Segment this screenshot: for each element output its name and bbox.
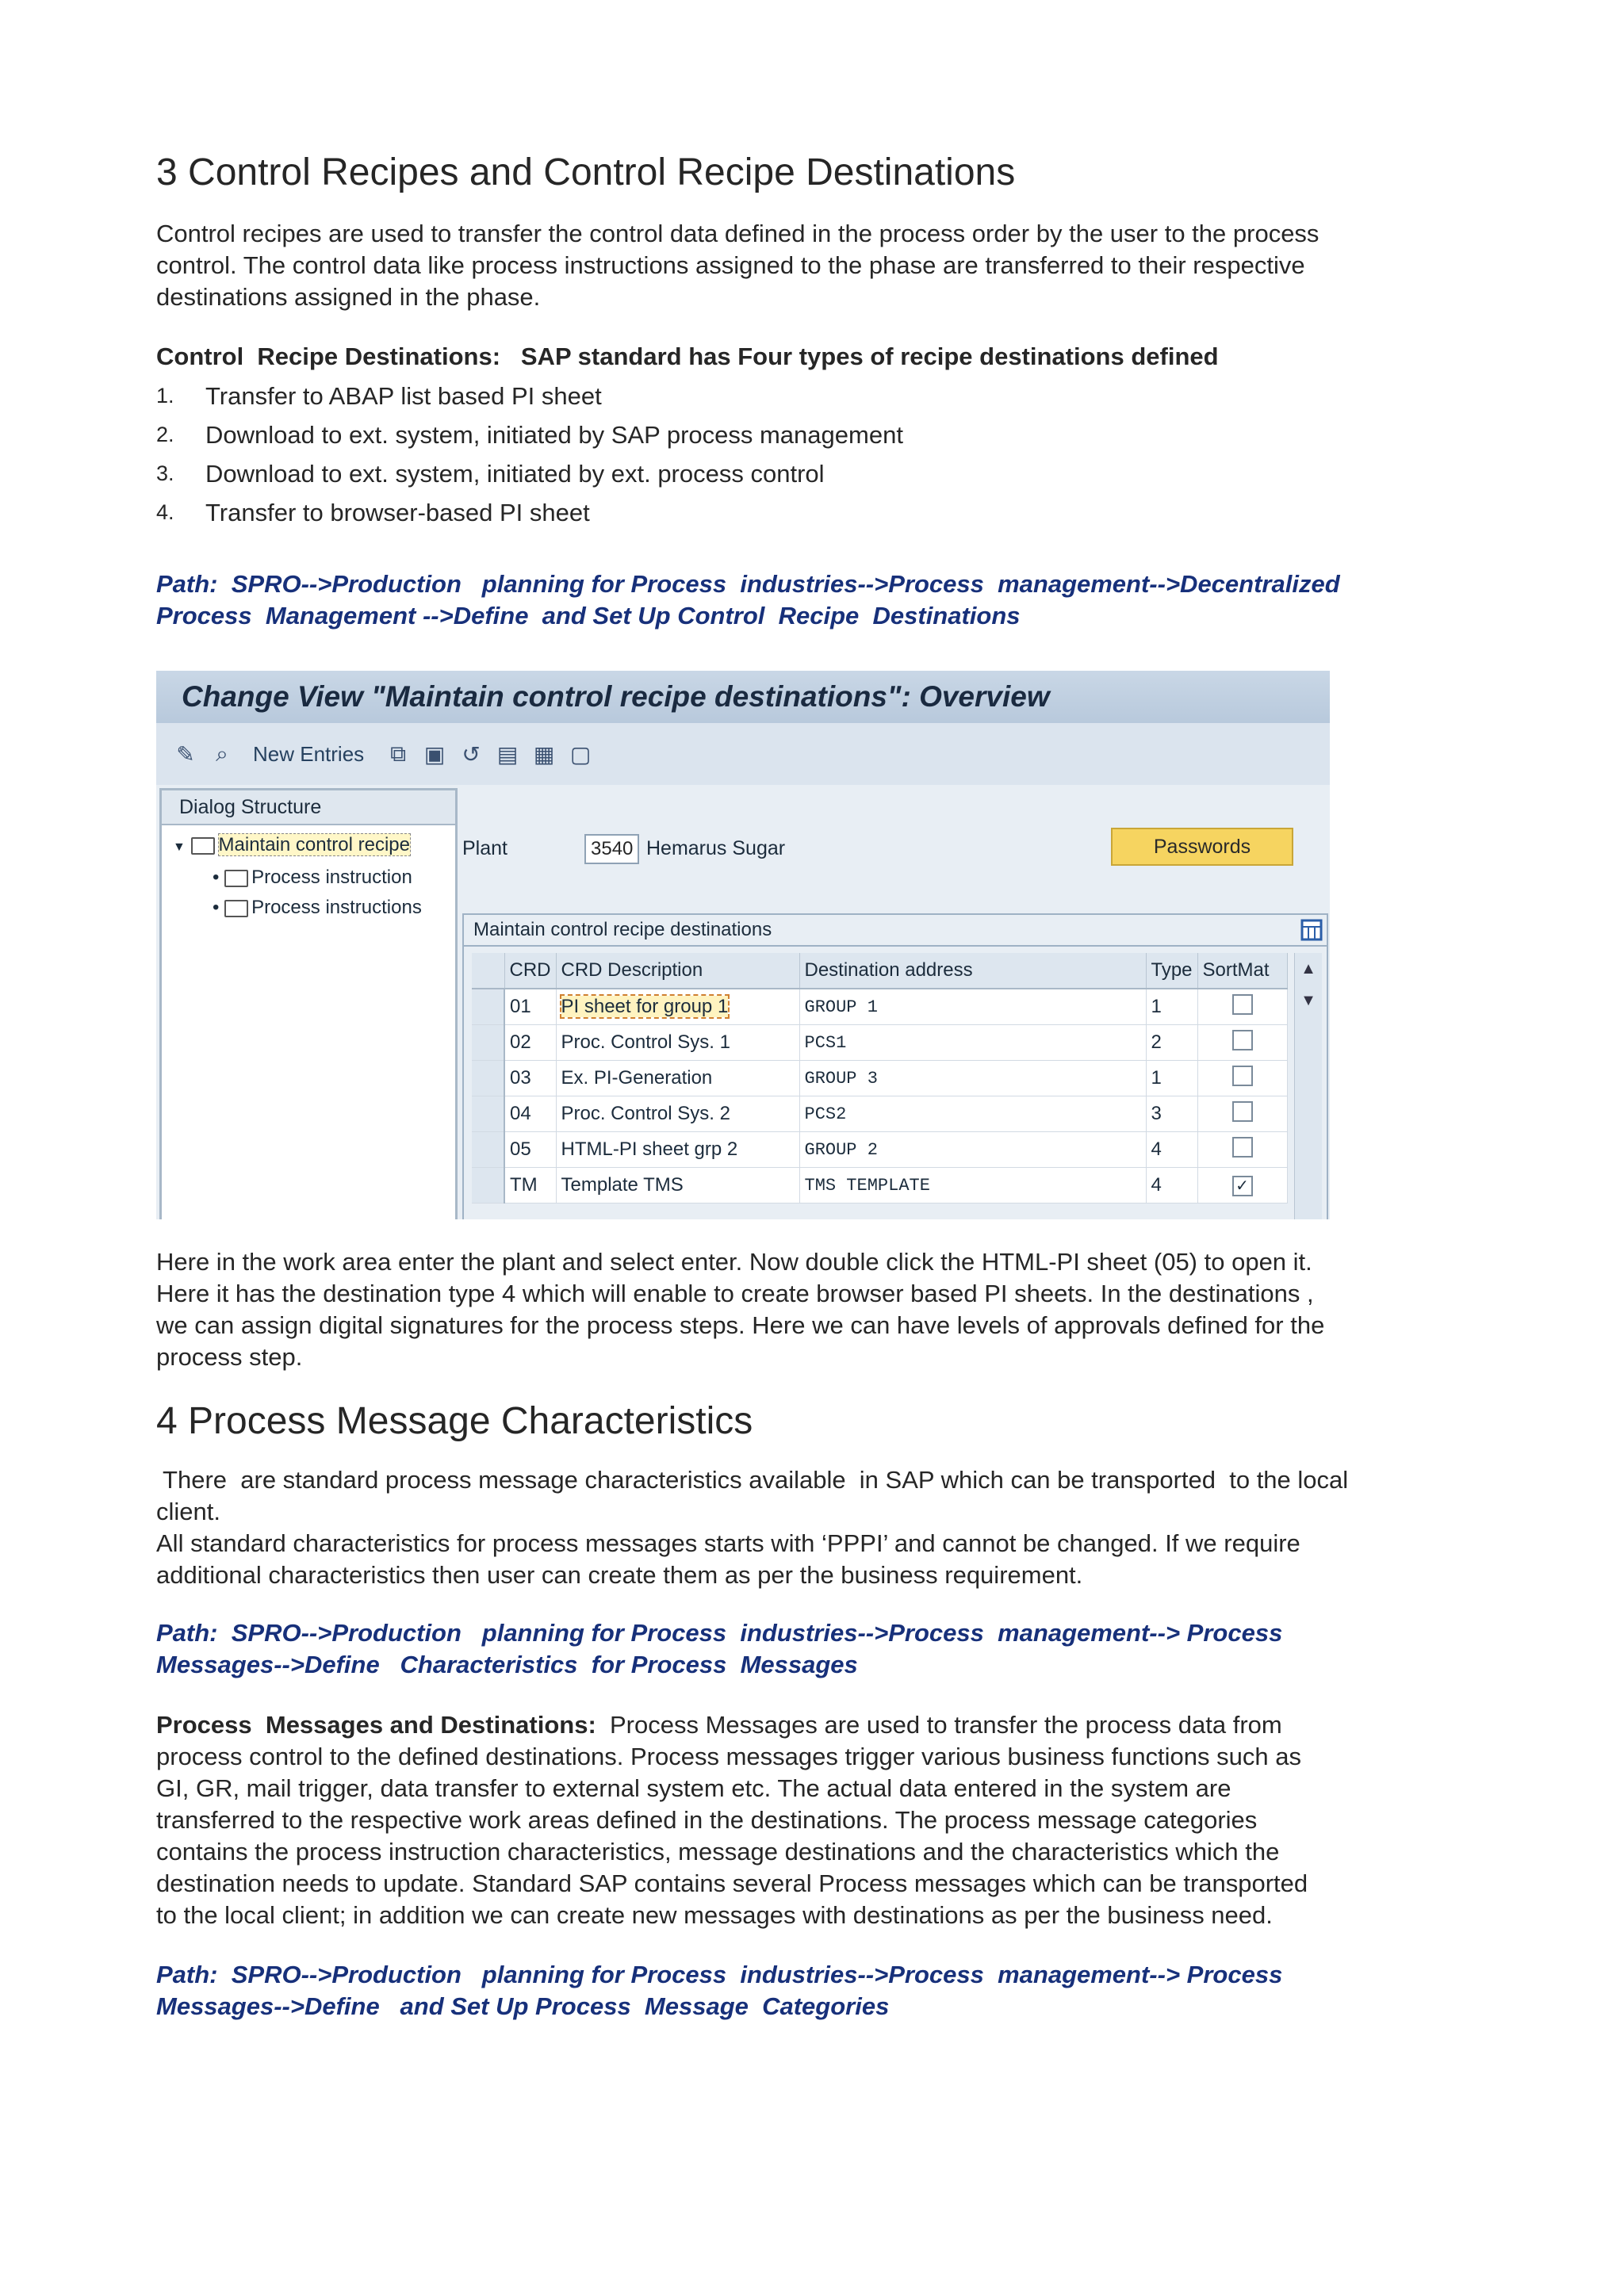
column-header[interactable]: CRD	[504, 953, 556, 989]
destination-types-list	[156, 377, 903, 532]
section3-path	[156, 568, 1340, 632]
table-row[interactable]	[472, 1061, 1287, 1096]
pmd-label: Process Messages and Destinations:	[156, 1711, 596, 1739]
paragraph-line: Here it has the destination type 4 which will enable to create browser based PI sheets. In the destinations ,	[156, 1280, 1314, 1307]
list-item: 3. Download to ext. system, initiated by ext. process control	[156, 460, 825, 488]
tree-item-process-instruction[interactable]: • Process instruction	[213, 867, 412, 888]
crd-cell[interactable]: TM	[504, 1168, 556, 1203]
process-messages-paragraph	[156, 1709, 1504, 1931]
type-cell[interactable]: 4	[1146, 1132, 1197, 1168]
section4-path1	[156, 1617, 1282, 1681]
tree-item-process-instructions[interactable]: • Process instructions	[213, 897, 422, 918]
expand-arrow-icon[interactable]: ▼	[173, 840, 186, 854]
path-line: Process Management -->Define and Set Up Control Recipe Destinations	[156, 602, 1021, 629]
folder-icon	[224, 870, 248, 887]
scroll-up-icon[interactable]: ▲	[1300, 960, 1316, 978]
address-cell[interactable]: GROUP 1	[799, 989, 1146, 1025]
folder-icon	[191, 837, 215, 855]
new-entries-button[interactable]: New Entries	[253, 741, 365, 766]
crd-cell[interactable]: 01	[504, 989, 556, 1025]
path-line: Path: SPRO-->Production planning for Process industries-->Process management-->Decentralized	[156, 570, 1340, 598]
paragraph-line: transferred to the respective work areas defined in the destinations. The process message categories	[156, 1806, 1258, 1834]
paragraph-line: There are standard process message characteristics available in SAP which can be transported to the local	[156, 1466, 1349, 1494]
sap-screenshot	[156, 671, 1330, 1219]
table-row[interactable]	[472, 989, 1287, 1025]
section4-heading: 4 Process Message Characteristics	[156, 1400, 753, 1442]
column-header[interactable]: SortMat	[1197, 953, 1287, 989]
dialog-structure-panel	[159, 788, 458, 1219]
paragraph-line: to the local client; in addition we can create new messages with destinations as per the business need.	[156, 1901, 1273, 1929]
paragraph-line: Process Messages and Destinations: Process Messages are used to transfer the process data from	[156, 1711, 1282, 1739]
row-selector[interactable]	[472, 1168, 504, 1203]
description-cell[interactable]: HTML-PI sheet grp 2	[556, 1132, 799, 1168]
table-row[interactable]	[472, 1132, 1287, 1168]
table-settings-icon[interactable]	[1300, 918, 1323, 942]
address-cell[interactable]: GROUP 3	[799, 1061, 1146, 1096]
sortmat-checkbox[interactable]	[1232, 1101, 1253, 1122]
plant-row	[462, 837, 508, 860]
destinations-table	[472, 953, 1288, 1203]
deselect-icon[interactable]: ▢	[569, 741, 592, 767]
sortmat-checkbox[interactable]	[1232, 1137, 1253, 1158]
paragraph-line: contains the process instruction characteristics, message destinations and the characteristics which the	[156, 1838, 1280, 1866]
crd-cell[interactable]: 04	[504, 1096, 556, 1132]
row-selector[interactable]	[472, 1096, 504, 1132]
path-line: Path: SPRO-->Production planning for Process industries-->Process management--> Process	[156, 1961, 1283, 1988]
bullet-icon: •	[213, 867, 220, 888]
section3-intro	[156, 218, 1488, 313]
path-line: Path: SPRO-->Production planning for Process industries-->Process management--> Process	[156, 1619, 1283, 1647]
type-cell[interactable]: 2	[1146, 1025, 1197, 1061]
save-icon[interactable]: ▣	[423, 741, 446, 767]
paragraph-line: destination needs to update. Standard SAP contains several Process messages which can be transported	[156, 1869, 1308, 1897]
intro-line: control. The control data like process instructions assigned to the phase are transferred to their respective	[156, 251, 1305, 279]
description-cell[interactable]: Proc. Control Sys. 1	[556, 1025, 799, 1061]
list-item: 1. Transfer to ABAP list based PI sheet	[156, 382, 602, 410]
select-all-icon[interactable]: ▤	[496, 741, 519, 767]
type-cell[interactable]: 1	[1146, 989, 1197, 1025]
row-selector-header[interactable]	[472, 953, 504, 989]
crd-cell[interactable]: 05	[504, 1132, 556, 1168]
table-row[interactable]	[472, 1096, 1287, 1132]
sortmat-checkbox[interactable]	[1232, 1066, 1253, 1086]
row-selector[interactable]	[472, 1061, 504, 1096]
address-cell[interactable]: PCS1	[799, 1025, 1146, 1061]
vertical-scrollbar[interactable]	[1294, 953, 1322, 1219]
destinations-heading: Control Recipe Destinations: SAP standard has Four types of recipe destinations defined	[156, 342, 1219, 370]
list-item: 2. Download to ext. system, initiated by SAP process management	[156, 421, 903, 449]
paragraph-line: client.	[156, 1498, 220, 1525]
list-item: 4. Transfer to browser-based PI sheet	[156, 499, 590, 526]
search-icon[interactable]: ⌕	[216, 740, 228, 766]
section4-intro	[156, 1464, 1504, 1591]
group-title: Maintain control recipe destinations	[464, 915, 1327, 947]
sortmat-checkbox[interactable]	[1232, 1030, 1253, 1050]
type-cell[interactable]: 4	[1146, 1168, 1197, 1203]
dialog-structure-title: Dialog Structure	[162, 790, 455, 825]
section3-heading: 3 Control Recipes and Control Recipe Destinations	[156, 151, 1016, 193]
address-cell[interactable]: PCS2	[799, 1096, 1146, 1132]
paragraph-line: process step.	[156, 1343, 303, 1371]
crd-cell[interactable]: 02	[504, 1025, 556, 1061]
description-cell[interactable]: PI sheet for group 1	[556, 989, 799, 1025]
display-change-icon[interactable]: ✎	[176, 741, 195, 767]
undo-icon[interactable]: ↺	[462, 741, 481, 767]
tree-item-maintain[interactable]: ▼ Maintain control recipe	[173, 834, 410, 855]
sap-toolbar	[156, 723, 1330, 786]
scroll-down-icon[interactable]: ▼	[1300, 992, 1316, 1009]
paragraph-line: process control to the defined destinations. Process messages trigger various business functions such as	[156, 1743, 1301, 1770]
passwords-button[interactable]: Passwords	[1111, 828, 1293, 866]
section4-path2	[156, 1959, 1282, 2022]
sortmat-checkbox[interactable]	[1232, 994, 1253, 1015]
row-selector[interactable]	[472, 1025, 504, 1061]
intro-line: Control recipes are used to transfer the control data defined in the process order by the user to the process	[156, 220, 1320, 247]
type-cell[interactable]: 3	[1146, 1096, 1197, 1132]
work-area-paragraph	[156, 1246, 1504, 1373]
path-line: Messages-->Define Characteristics for Process Messages	[156, 1651, 858, 1678]
address-cell[interactable]: TMS TEMPLATE	[799, 1168, 1146, 1203]
plant-input[interactable]: 3540	[584, 834, 639, 864]
paragraph-line: All standard characteristics for process messages starts with ‘PPPI’ and cannot be changed. If we require	[156, 1529, 1300, 1557]
sap-window-title: Change View "Maintain control recipe destinations": Overview	[156, 671, 1330, 723]
sap-body	[156, 785, 1330, 1219]
select-block-icon[interactable]: ▦	[533, 741, 555, 767]
column-header[interactable]: Type	[1146, 953, 1197, 989]
sortmat-cell	[1197, 1025, 1287, 1061]
column-header[interactable]: CRD Description	[556, 953, 799, 989]
type-cell[interactable]: 1	[1146, 1061, 1197, 1096]
plant-description: Hemarus Sugar	[646, 837, 786, 859]
destinations-group	[462, 913, 1328, 1219]
paragraph-line: GI, GR, mail trigger, data transfer to external system etc. The actual data entered in the system are	[156, 1774, 1231, 1802]
intro-line: destinations assigned in the phase.	[156, 283, 541, 311]
paragraph-line: additional characteristics then user can create them as per the business requirement.	[156, 1561, 1083, 1589]
address-cell[interactable]: GROUP 2	[799, 1132, 1146, 1168]
crd-cell[interactable]: 03	[504, 1061, 556, 1096]
paragraph-line: Here in the work area enter the plant and select enter. Now double click the HTML-PI sheet (05) to open it.	[156, 1248, 1312, 1276]
sortmat-cell	[1197, 1132, 1287, 1168]
sortmat-checkbox[interactable]: ✓	[1232, 1176, 1253, 1196]
sortmat-cell	[1197, 1168, 1287, 1203]
table-row[interactable]	[472, 1168, 1287, 1203]
paragraph-line: we can assign digital signatures for the process steps. Here we can have levels of approvals defined for the	[156, 1311, 1325, 1339]
description-cell[interactable]: Proc. Control Sys. 2	[556, 1096, 799, 1132]
copy-icon[interactable]: ⧉	[390, 740, 407, 766]
row-selector[interactable]	[472, 989, 504, 1025]
sortmat-cell	[1197, 989, 1287, 1025]
sortmat-cell	[1197, 1096, 1287, 1132]
folder-icon	[224, 900, 248, 917]
plant-label: Plant	[462, 837, 508, 859]
path-line: Messages-->Define and Set Up Process Message Categories	[156, 1992, 890, 2020]
bullet-icon: •	[213, 897, 220, 918]
table-row[interactable]	[472, 1025, 1287, 1061]
description-cell[interactable]: Ex. PI-Generation	[556, 1061, 799, 1096]
row-selector[interactable]	[472, 1132, 504, 1168]
column-header[interactable]: Destination address	[799, 953, 1146, 989]
description-cell[interactable]: Template TMS	[556, 1168, 799, 1203]
sortmat-cell	[1197, 1061, 1287, 1096]
